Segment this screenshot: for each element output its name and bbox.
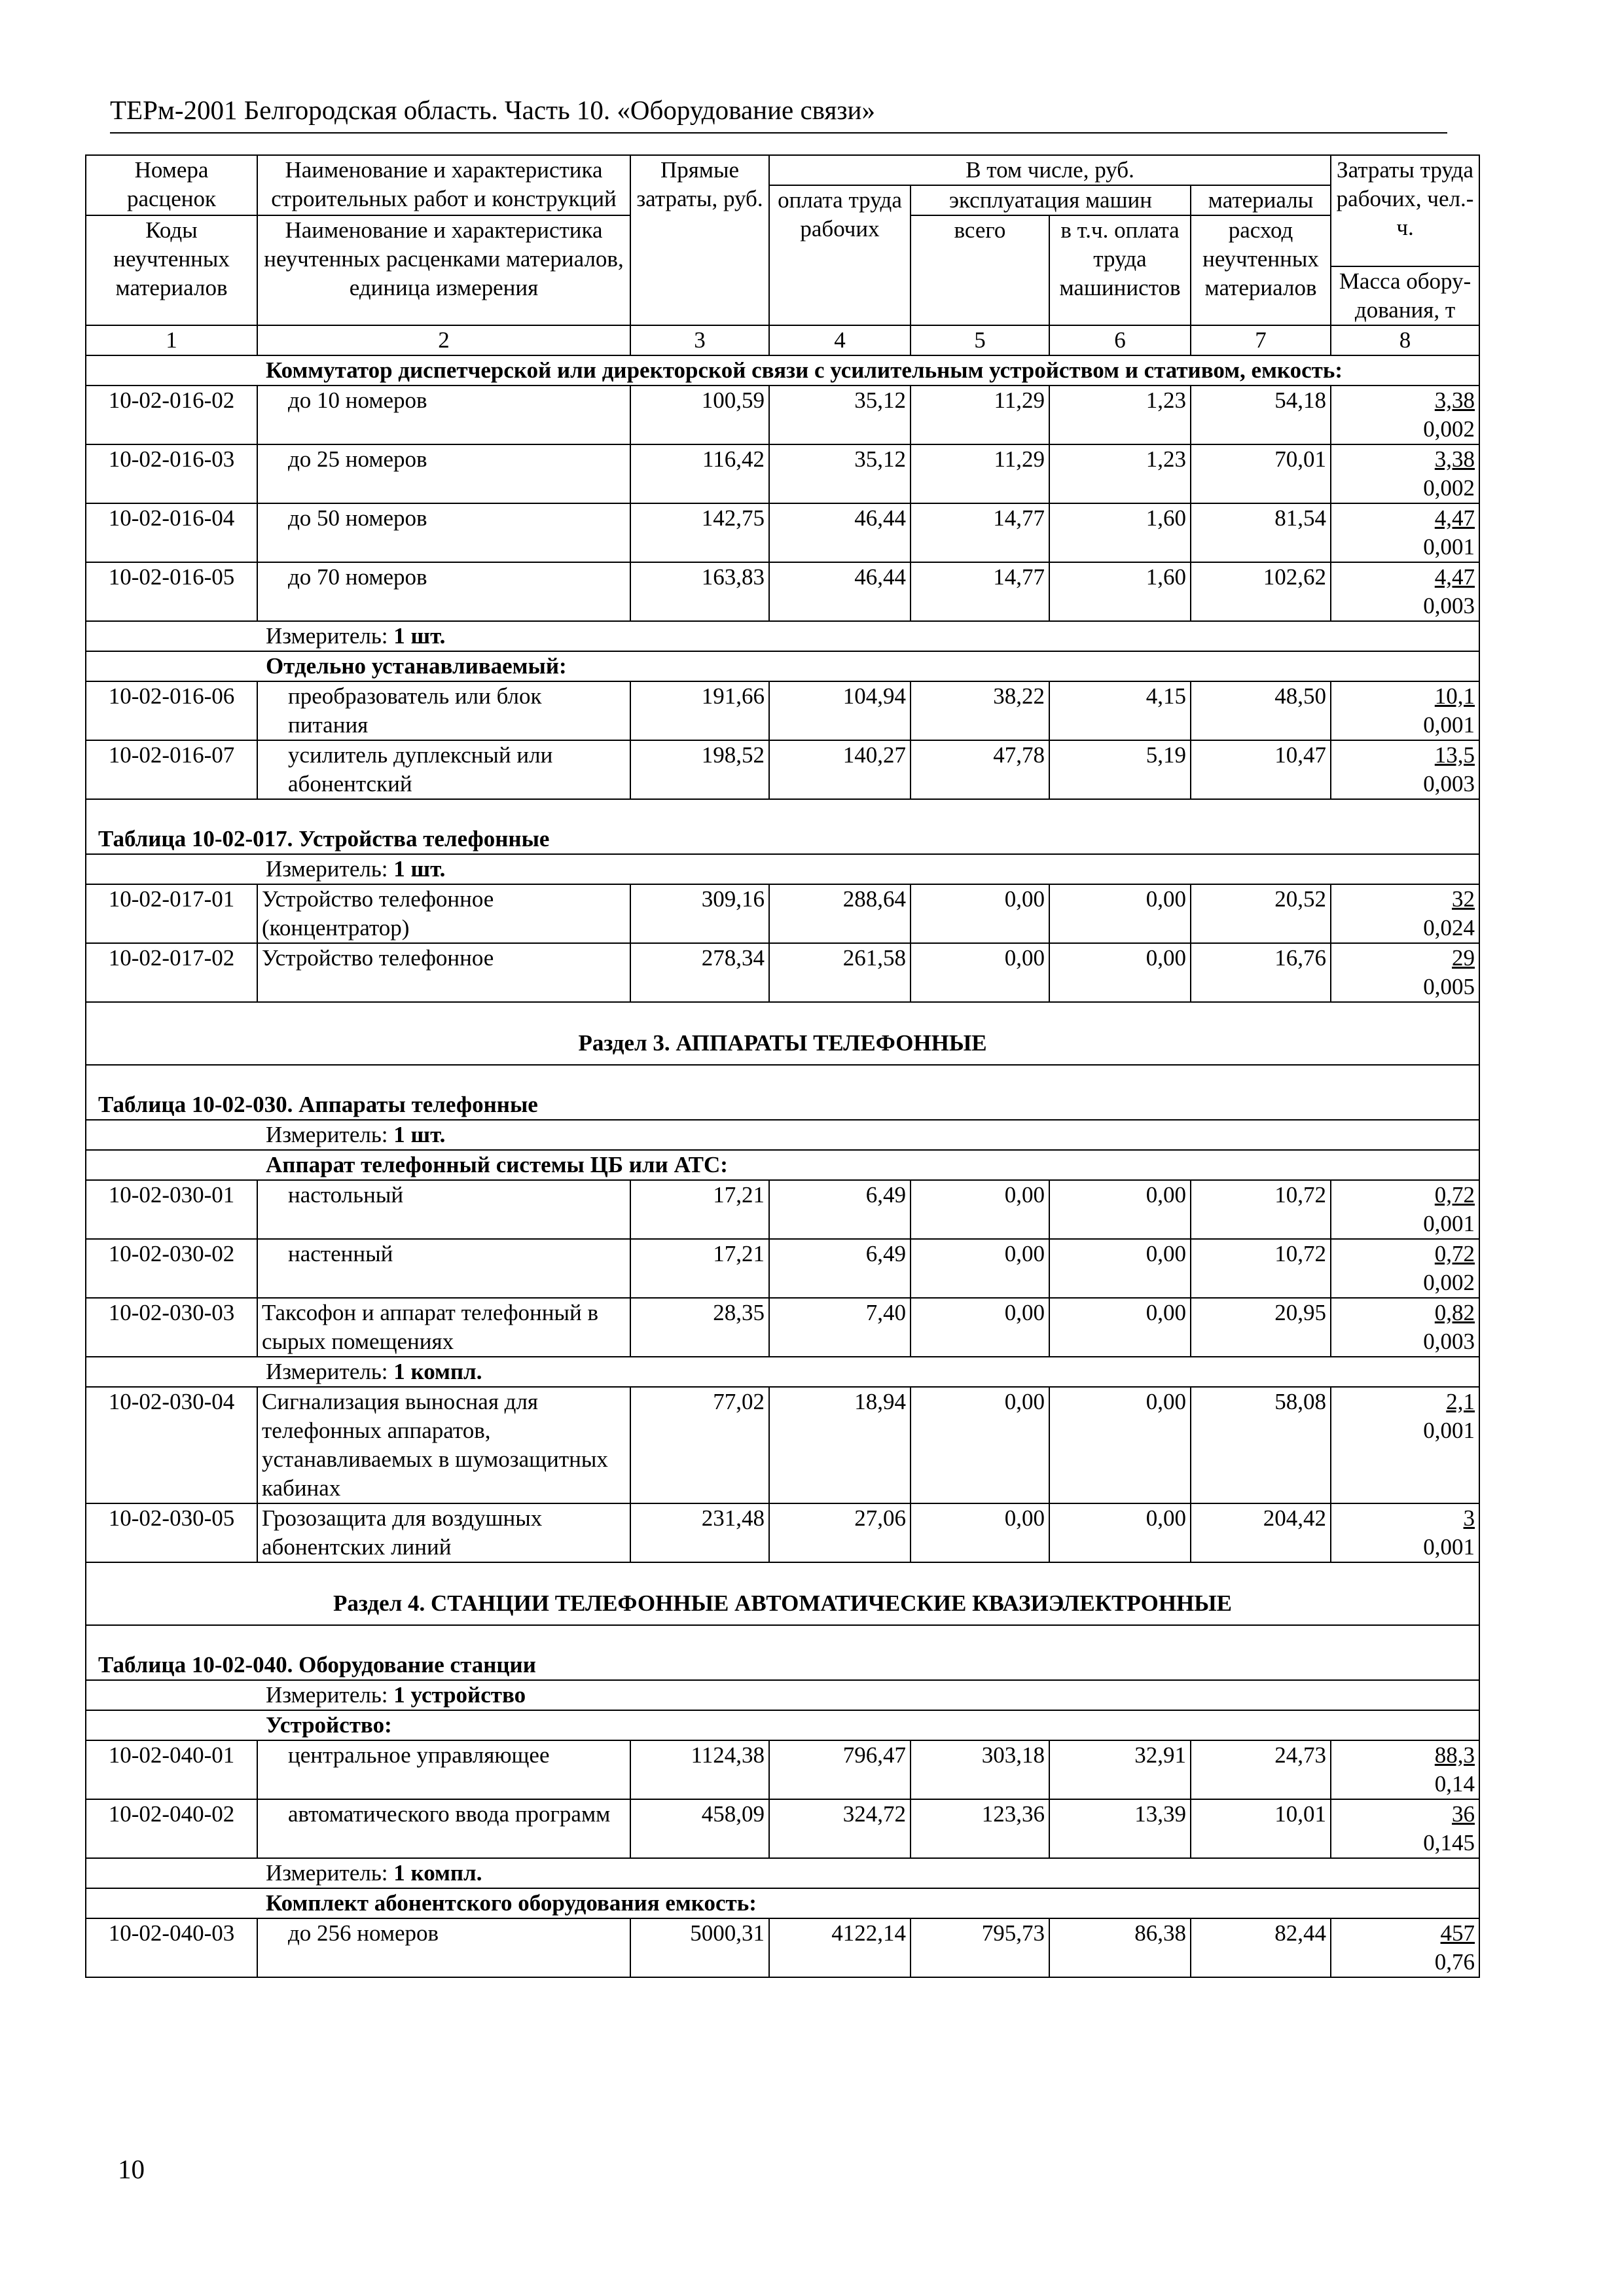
table-row xyxy=(86,444,1479,503)
section-title: Раздел 3. АППАРАТЫ ТЕЛЕФОННЫЕ xyxy=(86,1002,1479,1065)
header-rate-numbers: Номера расценок xyxy=(86,155,257,215)
measure-line xyxy=(86,1120,1479,1150)
measure-label: Измеритель: xyxy=(266,1359,388,1384)
direct-costs: 458,09 xyxy=(630,1799,769,1858)
measure-unit: 1 шт. xyxy=(393,1122,446,1147)
materials-cost: 10,01 xyxy=(1191,1799,1331,1858)
labor-pay: 4122,14 xyxy=(769,1918,911,1977)
equipment-mass: 0,001 xyxy=(1423,534,1475,560)
column-number: 6 xyxy=(1049,325,1191,355)
work-name: до 70 номеров xyxy=(257,562,630,621)
measure-unit: 1 шт. xyxy=(393,623,446,649)
work-name: до 256 номеров xyxy=(257,1918,630,1977)
direct-costs: 163,83 xyxy=(630,562,769,621)
work-name: настенный xyxy=(257,1239,630,1298)
operators-pay: 1,23 xyxy=(1049,444,1191,503)
table-row xyxy=(86,681,1479,740)
rate-code: 10-02-030-02 xyxy=(86,1239,257,1298)
rate-code: 10-02-017-01 xyxy=(86,884,257,943)
header-machines: эксплуатация машин xyxy=(911,185,1191,215)
work-name: центральное управляющее xyxy=(257,1740,630,1799)
operators-pay: 1,60 xyxy=(1049,562,1191,621)
equipment-mass: 0,003 xyxy=(1423,1329,1475,1354)
equipment-mass: 0,002 xyxy=(1423,475,1475,501)
work-name: автоматического ввода программ xyxy=(257,1799,630,1858)
work-name: Устройство телефонное xyxy=(257,943,630,1002)
machines-total: 0,00 xyxy=(911,884,1049,943)
labor-mass-cell xyxy=(1331,681,1479,740)
materials-cost: 70,01 xyxy=(1191,444,1331,503)
measure-label: Измеритель: xyxy=(266,1122,388,1147)
table-title: Таблица 10-02-030. Аппараты телефонные xyxy=(86,1065,1479,1120)
rate-code: 10-02-016-05 xyxy=(86,562,257,621)
header-material-names: Наименование и характеристика неучтенных расценками материалов, единица измерения xyxy=(257,215,630,325)
header-machines-total: всего xyxy=(911,215,1049,325)
equipment-mass: 0,024 xyxy=(1423,915,1475,941)
machines-total: 14,77 xyxy=(911,503,1049,562)
work-name: Грозозащита для воздушных абонентских линий xyxy=(257,1503,630,1562)
labor-mass-cell xyxy=(1331,1740,1479,1799)
direct-costs: 77,02 xyxy=(630,1387,769,1503)
header-material-usage: расход неучтенных материалов xyxy=(1191,215,1331,325)
table-title: Таблица 10-02-040. Оборудование станции xyxy=(86,1625,1479,1680)
table-row xyxy=(86,1387,1479,1503)
labor-mass-cell xyxy=(1331,740,1479,799)
measure-unit: 1 компл. xyxy=(393,1359,482,1384)
rate-code: 10-02-030-01 xyxy=(86,1180,257,1239)
materials-cost: 82,44 xyxy=(1191,1918,1331,1977)
rate-code: 10-02-016-04 xyxy=(86,503,257,562)
labor-pay: 796,47 xyxy=(769,1740,911,1799)
column-number: 8 xyxy=(1331,325,1479,355)
header-direct-costs: Прямые затраты, руб. xyxy=(630,155,769,325)
machines-total: 14,77 xyxy=(911,562,1049,621)
rate-code: 10-02-016-06 xyxy=(86,681,257,740)
operators-pay: 0,00 xyxy=(1049,884,1191,943)
operators-pay: 0,00 xyxy=(1049,1239,1191,1298)
equipment-mass: 0,003 xyxy=(1423,771,1475,797)
table-row xyxy=(86,386,1479,444)
operators-pay: 0,00 xyxy=(1049,1298,1191,1357)
column-number: 5 xyxy=(911,325,1049,355)
labor-hours: 4,47 xyxy=(1434,564,1475,590)
labor-pay: 27,06 xyxy=(769,1503,911,1562)
operators-pay: 0,00 xyxy=(1049,1387,1191,1503)
labor-hours: 4,47 xyxy=(1434,505,1475,531)
rate-code: 10-02-040-01 xyxy=(86,1740,257,1799)
operators-pay: 5,19 xyxy=(1049,740,1191,799)
labor-mass-cell xyxy=(1331,884,1479,943)
labor-hours: 13,5 xyxy=(1434,742,1475,768)
page-number: 10 xyxy=(118,2154,145,2184)
machines-total: 11,29 xyxy=(911,386,1049,444)
rates-table xyxy=(85,154,1480,1978)
materials-cost: 81,54 xyxy=(1191,503,1331,562)
labor-pay: 288,64 xyxy=(769,884,911,943)
machines-total: 0,00 xyxy=(911,1503,1049,1562)
equipment-mass: 0,76 xyxy=(1434,1949,1475,1975)
column-number: 1 xyxy=(86,325,257,355)
equipment-mass: 0,001 xyxy=(1423,1418,1475,1443)
labor-hours: 457 xyxy=(1440,1920,1475,1946)
subgroup-banner: Отдельно устанавливаемый: xyxy=(86,651,1479,681)
measure-label: Измеритель: xyxy=(266,1682,388,1708)
materials-cost: 54,18 xyxy=(1191,386,1331,444)
labor-mass-cell xyxy=(1331,444,1479,503)
labor-mass-cell xyxy=(1331,562,1479,621)
rate-code: 10-02-016-02 xyxy=(86,386,257,444)
column-number: 4 xyxy=(769,325,911,355)
table-row xyxy=(86,1180,1479,1239)
work-name: настольный xyxy=(257,1180,630,1239)
table-row xyxy=(86,943,1479,1002)
machines-total: 0,00 xyxy=(911,1180,1049,1239)
rate-code: 10-02-040-03 xyxy=(86,1918,257,1977)
work-name: до 25 номеров xyxy=(257,444,630,503)
column-number: 2 xyxy=(257,325,630,355)
work-name: до 50 номеров xyxy=(257,503,630,562)
machines-total: 0,00 xyxy=(911,1387,1049,1503)
labor-hours: 0,82 xyxy=(1434,1300,1475,1325)
labor-pay: 140,27 xyxy=(769,740,911,799)
labor-hours: 3 xyxy=(1463,1505,1475,1531)
labor-hours: 36 xyxy=(1452,1801,1475,1827)
equipment-mass: 0,001 xyxy=(1423,1211,1475,1236)
measure-unit: 1 устройство xyxy=(393,1682,526,1708)
measure-unit: 1 шт. xyxy=(393,856,446,882)
header-equipment-mass: Масса обору-дования, т xyxy=(1331,266,1479,325)
labor-pay: 35,12 xyxy=(769,386,911,444)
labor-mass-cell xyxy=(1331,1918,1479,1977)
direct-costs: 191,66 xyxy=(630,681,769,740)
rate-code: 10-02-030-04 xyxy=(86,1387,257,1503)
labor-mass-cell xyxy=(1331,1239,1479,1298)
direct-costs: 1124,38 xyxy=(630,1740,769,1799)
labor-pay: 18,94 xyxy=(769,1387,911,1503)
machines-total: 123,36 xyxy=(911,1799,1049,1858)
materials-cost: 204,42 xyxy=(1191,1503,1331,1562)
materials-cost: 20,52 xyxy=(1191,884,1331,943)
labor-hours: 29 xyxy=(1452,945,1475,971)
materials-cost: 16,76 xyxy=(1191,943,1331,1002)
subgroup-banner: Устройство: xyxy=(86,1710,1479,1740)
equipment-mass: 0,005 xyxy=(1423,974,1475,999)
rate-code: 10-02-030-03 xyxy=(86,1298,257,1357)
work-name: Таксофон и аппарат телефонный в сырых помещениях xyxy=(257,1298,630,1357)
materials-cost: 24,73 xyxy=(1191,1740,1331,1799)
labor-hours: 32 xyxy=(1452,886,1475,912)
labor-hours: 2,1 xyxy=(1446,1389,1475,1414)
measure-line xyxy=(86,854,1479,884)
work-name: Устройство телефонное (концентратор) xyxy=(257,884,630,943)
column-number: 7 xyxy=(1191,325,1331,355)
subgroup-banner: Аппарат телефонный системы ЦБ или АТС: xyxy=(86,1150,1479,1180)
machines-total: 11,29 xyxy=(911,444,1049,503)
labor-pay: 46,44 xyxy=(769,503,911,562)
measure-label: Измеритель: xyxy=(266,856,388,882)
direct-costs: 17,21 xyxy=(630,1180,769,1239)
direct-costs: 28,35 xyxy=(630,1298,769,1357)
table-row xyxy=(86,503,1479,562)
labor-mass-cell xyxy=(1331,503,1479,562)
machines-total: 0,00 xyxy=(911,1239,1049,1298)
labor-pay: 7,40 xyxy=(769,1298,911,1357)
measure-line xyxy=(86,1357,1479,1387)
table-title: Таблица 10-02-017. Устройства телефонные xyxy=(86,799,1479,854)
labor-hours: 0,72 xyxy=(1434,1182,1475,1208)
section-title: Раздел 4. СТАНЦИИ ТЕЛЕФОННЫЕ АВТОМАТИЧЕСКИЕ КВАЗИЭЛЕКТРОННЫЕ xyxy=(86,1562,1479,1625)
labor-mass-cell xyxy=(1331,1503,1479,1562)
rate-code: 10-02-030-05 xyxy=(86,1503,257,1562)
operators-pay: 13,39 xyxy=(1049,1799,1191,1858)
machines-total: 47,78 xyxy=(911,740,1049,799)
direct-costs: 100,59 xyxy=(630,386,769,444)
table-row xyxy=(86,1298,1479,1357)
work-name: преобразователь или блок питания xyxy=(257,681,630,740)
direct-costs: 5000,31 xyxy=(630,1918,769,1977)
header-including: В том числе, руб. xyxy=(769,155,1331,185)
labor-pay: 35,12 xyxy=(769,444,911,503)
machines-total: 303,18 xyxy=(911,1740,1049,1799)
measure-line xyxy=(86,1858,1479,1888)
direct-costs: 142,75 xyxy=(630,503,769,562)
operators-pay: 0,00 xyxy=(1049,943,1191,1002)
header-rule xyxy=(110,132,1447,134)
table-row xyxy=(86,740,1479,799)
subgroup-banner: Комплект абонентского оборудования емкость: xyxy=(86,1888,1479,1918)
equipment-mass: 0,001 xyxy=(1423,712,1475,738)
operators-pay: 4,15 xyxy=(1049,681,1191,740)
operators-pay: 0,00 xyxy=(1049,1503,1191,1562)
measure-label: Измеритель: xyxy=(266,623,388,649)
operators-pay: 1,23 xyxy=(1049,386,1191,444)
direct-costs: 116,42 xyxy=(630,444,769,503)
operators-pay: 0,00 xyxy=(1049,1180,1191,1239)
labor-hours: 3,38 xyxy=(1434,387,1475,413)
rate-code: 10-02-016-03 xyxy=(86,444,257,503)
labor-pay: 6,49 xyxy=(769,1180,911,1239)
labor-pay: 6,49 xyxy=(769,1239,911,1298)
labor-hours: 88,3 xyxy=(1434,1742,1475,1768)
table-row xyxy=(86,1740,1479,1799)
header-labor-pay: оплата труда рабочих xyxy=(769,185,911,325)
materials-cost: 48,50 xyxy=(1191,681,1331,740)
subgroup-banner: Коммутатор диспетчерской или директорской связи с усилительным устройством и стативом, емкость: xyxy=(86,355,1479,386)
operators-pay: 32,91 xyxy=(1049,1740,1191,1799)
table-row xyxy=(86,1503,1479,1562)
direct-costs: 17,21 xyxy=(630,1239,769,1298)
labor-hours: 0,72 xyxy=(1434,1241,1475,1266)
running-header: ТЕРм-2001 Белгородская область. Часть 10. «Оборудование связи» xyxy=(110,95,876,125)
machines-total: 38,22 xyxy=(911,681,1049,740)
column-number: 3 xyxy=(630,325,769,355)
table-row xyxy=(86,1799,1479,1858)
rate-code: 10-02-016-07 xyxy=(86,740,257,799)
machines-total: 0,00 xyxy=(911,943,1049,1002)
header-material-codes: Коды неучтенных материалов xyxy=(86,215,257,325)
measure-label: Измеритель: xyxy=(266,1860,388,1886)
equipment-mass: 0,002 xyxy=(1423,416,1475,442)
header-materials: материалы xyxy=(1191,185,1331,215)
labor-pay: 261,58 xyxy=(769,943,911,1002)
equipment-mass: 0,002 xyxy=(1423,1270,1475,1295)
direct-costs: 309,16 xyxy=(630,884,769,943)
labor-pay: 46,44 xyxy=(769,562,911,621)
rate-code: 10-02-040-02 xyxy=(86,1799,257,1858)
labor-pay: 104,94 xyxy=(769,681,911,740)
work-name: усилитель дуплексный или абонентский xyxy=(257,740,630,799)
table-row xyxy=(86,884,1479,943)
table-row xyxy=(86,562,1479,621)
measure-line xyxy=(86,1680,1479,1710)
rate-code: 10-02-017-02 xyxy=(86,943,257,1002)
materials-cost: 10,72 xyxy=(1191,1239,1331,1298)
materials-cost: 10,47 xyxy=(1191,740,1331,799)
operators-pay: 1,60 xyxy=(1049,503,1191,562)
equipment-mass: 0,003 xyxy=(1423,593,1475,619)
table-row xyxy=(86,1239,1479,1298)
materials-cost: 20,95 xyxy=(1191,1298,1331,1357)
labor-mass-cell xyxy=(1331,1298,1479,1357)
header-work-name: Наименование и характеристика строительных работ и конструкций xyxy=(257,155,630,215)
direct-costs: 231,48 xyxy=(630,1503,769,1562)
machines-total: 0,00 xyxy=(911,1298,1049,1357)
operators-pay: 86,38 xyxy=(1049,1918,1191,1977)
table-row xyxy=(86,1918,1479,1977)
measure-unit: 1 компл. xyxy=(393,1860,482,1886)
equipment-mass: 0,14 xyxy=(1434,1771,1475,1797)
equipment-mass: 0,001 xyxy=(1423,1534,1475,1560)
labor-mass-cell xyxy=(1331,1799,1479,1858)
labor-mass-cell xyxy=(1331,1387,1479,1503)
labor-hours: 3,38 xyxy=(1434,446,1475,472)
machines-total: 795,73 xyxy=(911,1918,1049,1977)
labor-mass-cell xyxy=(1331,1180,1479,1239)
materials-cost: 102,62 xyxy=(1191,562,1331,621)
direct-costs: 278,34 xyxy=(630,943,769,1002)
header-labor-hours: Затраты труда рабочих, чел.-ч. xyxy=(1331,155,1479,266)
materials-cost: 10,72 xyxy=(1191,1180,1331,1239)
labor-hours: 10,1 xyxy=(1434,683,1475,709)
direct-costs: 198,52 xyxy=(630,740,769,799)
table-body xyxy=(86,155,1479,1977)
work-name: до 10 номеров xyxy=(257,386,630,444)
measure-line xyxy=(86,621,1479,651)
labor-mass-cell xyxy=(1331,943,1479,1002)
header-operators-pay: в т.ч. оплата труда машинистов xyxy=(1049,215,1191,325)
labor-mass-cell xyxy=(1331,386,1479,444)
materials-cost: 58,08 xyxy=(1191,1387,1331,1503)
labor-pay: 324,72 xyxy=(769,1799,911,1858)
equipment-mass: 0,145 xyxy=(1423,1830,1475,1856)
work-name: Сигнализация выносная для телефонных аппаратов, устанавливаемых в шумозащитных кабинах xyxy=(257,1387,630,1503)
